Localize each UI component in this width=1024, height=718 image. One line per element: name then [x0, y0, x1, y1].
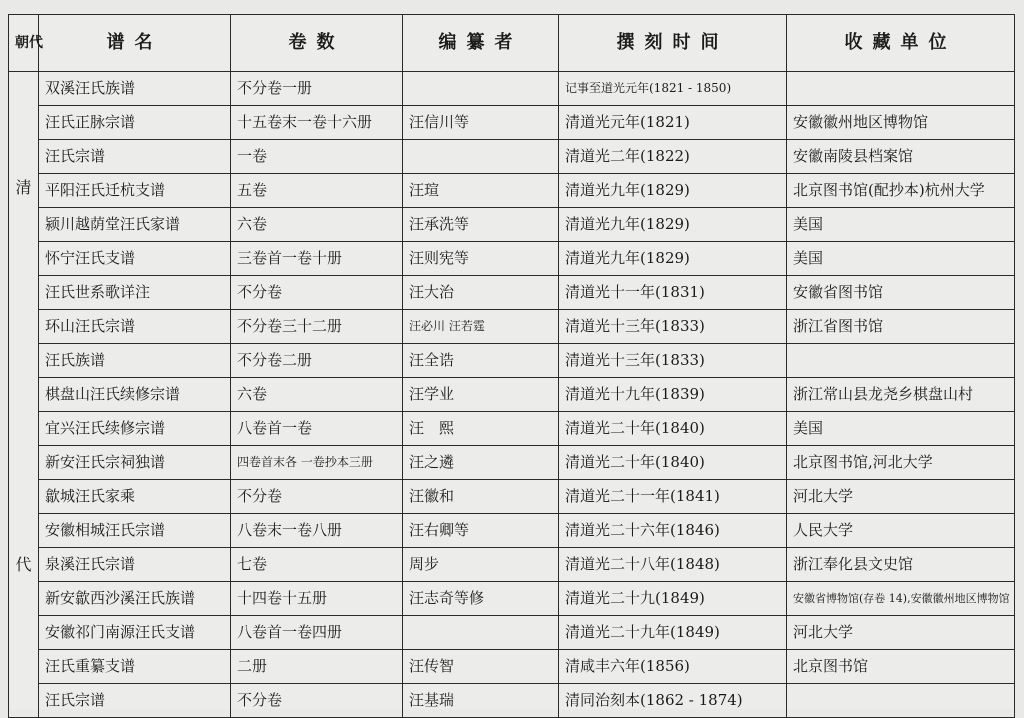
table-row: [9, 378, 1015, 412]
header-dynasty: 朝代: [9, 15, 39, 72]
cell-name: 平阳汪氏迁杭支谱: [39, 174, 231, 208]
cell-holder: 北京图书馆: [787, 650, 1015, 684]
cell-compiler: 汪 熙: [403, 412, 559, 446]
cell-compiler: 汪信川等: [403, 106, 559, 140]
cell-compiler: 汪基瑞: [403, 684, 559, 718]
table-row: [9, 72, 1015, 106]
cell-holder: 浙江常山县龙尧乡棋盘山村: [787, 378, 1015, 412]
table-row: [9, 174, 1015, 208]
cell-name: 泉溪汪氏宗谱: [39, 548, 231, 582]
header-row: [9, 15, 1015, 72]
cell-name: 汪氏世系歌详注: [39, 276, 231, 310]
table-row: [9, 242, 1015, 276]
cell-volumes: 二册: [231, 650, 403, 684]
cell-volumes: 一卷: [231, 140, 403, 174]
cell-volumes: 八卷首一卷四册: [231, 616, 403, 650]
cell-holder: 浙江奉化县文史馆: [787, 548, 1015, 582]
cell-holder: 人民大学: [787, 514, 1015, 548]
cell-time: 清道光二十一年(1841): [559, 480, 787, 514]
table-row: [9, 616, 1015, 650]
cell-holder: 安徽省图书馆: [787, 276, 1015, 310]
table-row: [9, 582, 1015, 616]
cell-compiler: 汪传智: [403, 650, 559, 684]
table-row: [9, 684, 1015, 718]
cell-time: 清道光十三年(1833): [559, 344, 787, 378]
header-volumes: 卷数: [231, 15, 403, 72]
cell-volumes: 四卷首末各 一卷抄本三册: [231, 446, 403, 480]
cell-volumes: 六卷: [231, 208, 403, 242]
cell-volumes: 不分卷二册: [231, 344, 403, 378]
cell-holder: 安徽徽州地区博物馆: [787, 106, 1015, 140]
cell-volumes: 不分卷: [231, 276, 403, 310]
cell-time: 清道光二年(1822): [559, 140, 787, 174]
cell-name: 安徽相城汪氏宗谱: [39, 514, 231, 548]
table-row: [9, 548, 1015, 582]
cell-time: 清道光元年(1821): [559, 106, 787, 140]
cell-holder: [787, 344, 1015, 378]
cell-name: 棋盘山汪氏续修宗谱: [39, 378, 231, 412]
cell-name: 汪氏宗谱: [39, 684, 231, 718]
cell-holder: 河北大学: [787, 616, 1015, 650]
cell-holder: 河北大学: [787, 480, 1015, 514]
cell-compiler: [403, 616, 559, 650]
cell-name: 新安汪氏宗祠独谱: [39, 446, 231, 480]
cell-name: 汪氏宗谱: [39, 140, 231, 174]
cell-volumes: 六卷: [231, 378, 403, 412]
cell-compiler: 汪志奇等修: [403, 582, 559, 616]
cell-name: 歙城汪氏家乘: [39, 480, 231, 514]
table-row: [9, 480, 1015, 514]
cell-volumes: 不分卷: [231, 480, 403, 514]
cell-holder: 美国: [787, 208, 1015, 242]
cell-holder: [787, 72, 1015, 106]
cell-compiler: 汪承洗等: [403, 208, 559, 242]
dynasty-char: 代: [15, 554, 32, 574]
cell-volumes: 八卷首一卷: [231, 412, 403, 446]
cell-holder: 北京图书馆,河北大学: [787, 446, 1015, 480]
cell-name: 颍川越荫堂汪氏家谱: [39, 208, 231, 242]
cell-compiler: 周步: [403, 548, 559, 582]
cell-compiler: 汪之遴: [403, 446, 559, 480]
cell-volumes: 不分卷一册: [231, 72, 403, 106]
table-row: [9, 310, 1015, 344]
cell-name: 安徽祁门南源汪氏支谱: [39, 616, 231, 650]
cell-compiler: 汪全诰: [403, 344, 559, 378]
cell-compiler: 汪学业: [403, 378, 559, 412]
cell-time: 清道光二十八年(1848): [559, 548, 787, 582]
cell-time: 清道光二十年(1840): [559, 412, 787, 446]
cell-compiler: 汪徽和: [403, 480, 559, 514]
cell-name: 环山汪氏宗谱: [39, 310, 231, 344]
cell-volumes: 五卷: [231, 174, 403, 208]
cell-holder: 美国: [787, 242, 1015, 276]
cell-compiler: 汪右卿等: [403, 514, 559, 548]
cell-compiler: 汪则宪等: [403, 242, 559, 276]
cell-time: 清道光十九年(1839): [559, 378, 787, 412]
cell-holder: 安徽南陵县档案馆: [787, 140, 1015, 174]
header-holder: 收藏单位: [787, 15, 1015, 72]
cell-time: 清道光二十九(1849): [559, 582, 787, 616]
cell-name: 汪氏族谱: [39, 344, 231, 378]
cell-holder: 安徽省博物馆(存卷 14),安徽徽州地区博物馆: [787, 582, 1015, 616]
table-body: [9, 72, 1015, 718]
catalog-sheet: [8, 14, 1014, 709]
cell-time: 记事至道光元年(1821 - 1850): [559, 72, 787, 106]
cell-name: 新安歙西沙溪汪氏族谱: [39, 582, 231, 616]
cell-compiler: [403, 140, 559, 174]
genealogy-catalog-table: [8, 14, 1015, 718]
table-row: [9, 140, 1015, 174]
cell-volumes: 三卷首一卷十册: [231, 242, 403, 276]
cell-name: 汪氏正脉宗谱: [39, 106, 231, 140]
table-row: [9, 106, 1015, 140]
cell-compiler: [403, 72, 559, 106]
table-row: [9, 412, 1015, 446]
table-row: [9, 208, 1015, 242]
cell-time: 清道光二十六年(1846): [559, 514, 787, 548]
table-row: [9, 650, 1015, 684]
dynasty-char: 清: [15, 178, 32, 197]
cell-name: 双溪汪氏族谱: [39, 72, 231, 106]
cell-volumes: 八卷末一卷八册: [231, 514, 403, 548]
cell-time: 清道光九年(1829): [559, 174, 787, 208]
cell-time: 清道光二十年(1840): [559, 446, 787, 480]
cell-time: 清道光九年(1829): [559, 242, 787, 276]
cell-name: 怀宁汪氏支谱: [39, 242, 231, 276]
dynasty-cell: [9, 72, 39, 718]
cell-time: 清咸丰六年(1856): [559, 650, 787, 684]
cell-holder: [787, 684, 1015, 718]
cell-time: 清道光十一年(1831): [559, 276, 787, 310]
header-time: 撰刻时间: [559, 15, 787, 72]
cell-volumes: 不分卷三十二册: [231, 310, 403, 344]
cell-volumes: 不分卷: [231, 684, 403, 718]
table-row: [9, 344, 1015, 378]
cell-volumes: 七卷: [231, 548, 403, 582]
cell-time: 清道光二十九年(1849): [559, 616, 787, 650]
cell-holder: 美国: [787, 412, 1015, 446]
cell-time: 清同治刻本(1862 - 1874): [559, 684, 787, 718]
header-name: 谱名: [39, 15, 231, 72]
cell-compiler: 汪瑄: [403, 174, 559, 208]
cell-compiler: 汪大治: [403, 276, 559, 310]
table-row: [9, 276, 1015, 310]
table-row: [9, 514, 1015, 548]
header-compiler: 编纂者: [403, 15, 559, 72]
cell-volumes: 十四卷十五册: [231, 582, 403, 616]
cell-volumes: 十五卷末一卷十六册: [231, 106, 403, 140]
cell-name: 汪氏重纂支谱: [39, 650, 231, 684]
cell-name: 宜兴汪氏续修宗谱: [39, 412, 231, 446]
cell-holder: 浙江省图书馆: [787, 310, 1015, 344]
cell-holder: 北京图书馆(配抄本)杭州大学: [787, 174, 1015, 208]
cell-time: 清道光九年(1829): [559, 208, 787, 242]
table-row: [9, 446, 1015, 480]
cell-time: 清道光十三年(1833): [559, 310, 787, 344]
cell-compiler: 汪必川 汪若霆: [403, 310, 559, 344]
